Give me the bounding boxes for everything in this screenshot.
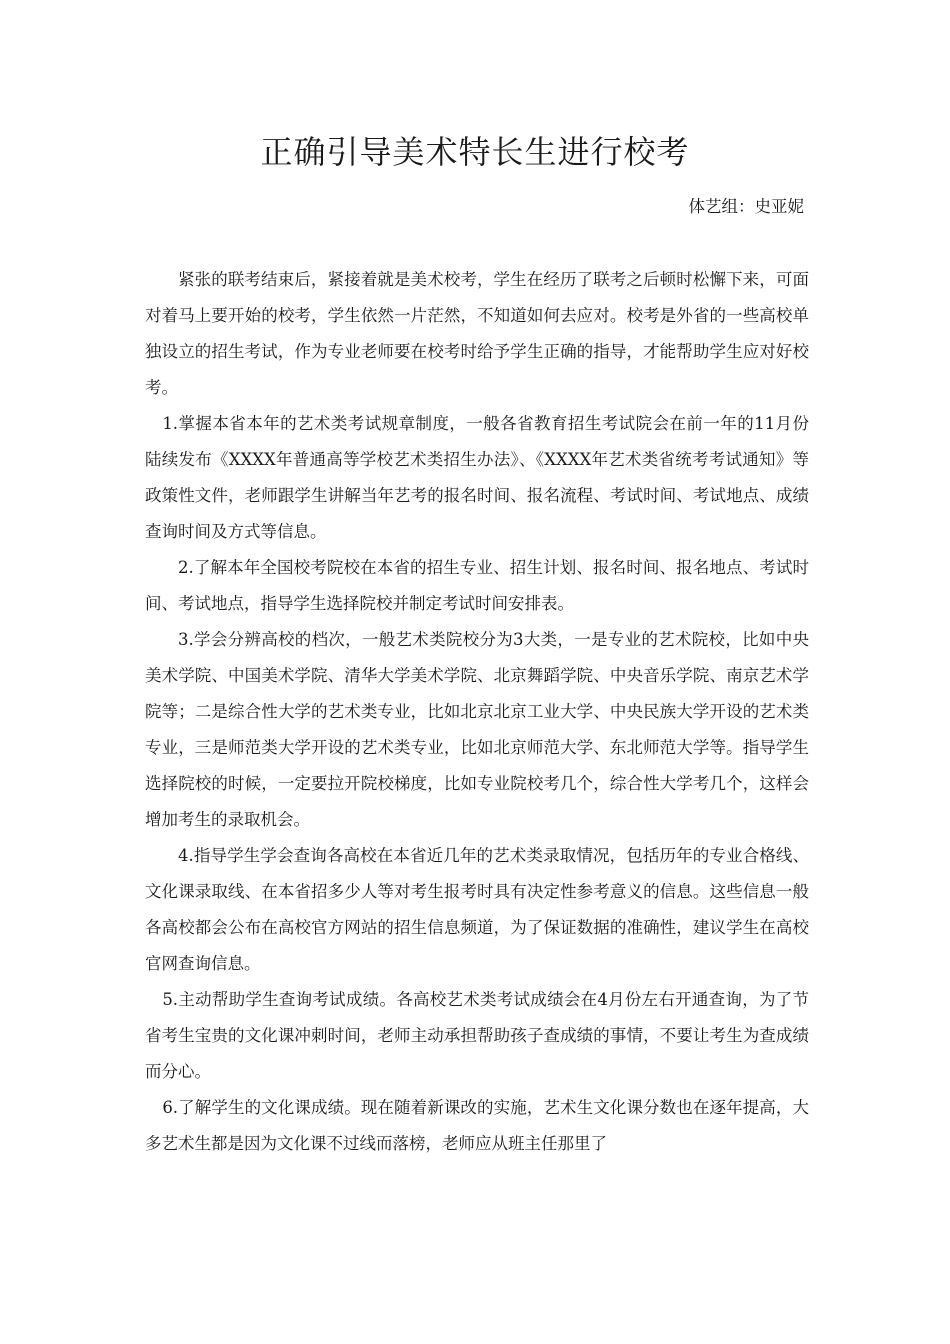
author-line: 体艺组：史亚妮 [688, 197, 804, 216]
paragraph-item-2: 2.了解本年全国校考院校在本省的招生专业、招生计划、报名时间、报名地点、考试时间、考试地点，指导学生选择院校并制定考试时间安排表。 [145, 558, 809, 613]
paragraph-item-3: 3.学会分辨高校的档次，一般艺术类院校分为3大类，一是专业的艺术院校，比如中央美术学院、中国美术学院、清华大学美术学院、北京舞蹈学院、中央音乐学院、南京艺术学院等；二是综合性大学的艺术类专业，比如北京北京工业大学、中央民族大学开设的艺术类专业，三是师范类大学开设的艺术类专业，比如北京师范大学、东北师范大学等。指导学生选择院校的时候，一定要拉开院校梯度，比如专业院校考几个，综合性大学考几个，这样会增加考生的录取机会。 [145, 630, 809, 829]
paragraph-item-1: 1.掌握本省本年的艺术类考试规章制度，一般各省教育招生考试院会在前一年的11月份陆续发布《XXXX年普通高等学校艺术类招生办法》、《XXXX年艺术类省统考考试通知》等政策性文件，老师跟学生讲解当年艺考的报名时间、报名流程、考试时间、考试地点、成绩查询时间及方式等信息。 [145, 414, 809, 541]
intro-paragraph: 紧张的联考结束后，紧接着就是美术校考，学生在经历了联考之后顿时松懈下来，可面对着马上要开始的校考，学生依然一片茫然，不知道如何去应对。校考是外省的一些高校单独设立的招生考试，作为专业老师要在校考时给予学生正确的指导，才能帮助学生应对好校考。 [145, 270, 809, 397]
document-body [145, 262, 809, 1162]
paragraph-item-4: 4.指导学生学会查询各高校在本省近几年的艺术类录取情况，包括历年的专业合格线、文化课录取线、在本省招多少人等对考生报考时具有决定性参考意义的信息。这些信息一般各高校都会公布在高校官方网站的招生信息频道，为了保证数据的准确性，建议学生在高校官网查询信息。 [145, 846, 809, 973]
paragraph-item-6: 6.了解学生的文化课成绩。现在随着新课改的实施，艺术生文化课分数也在逐年提高，大多艺术生都是因为文化课不过线而落榜，老师应从班主任那里了 [145, 1098, 809, 1153]
document-title: 正确引导美术特长生进行校考 [260, 133, 690, 171]
paragraph-item-5: 5.主动帮助学生查询考试成绩。各高校艺术类考试成绩会在4月份左右开通查询，为了节省考生宝贵的文化课冲刺时间，老师主动承担帮助孩子查成绩的事情，不要让考生为查成绩而分心。 [145, 990, 809, 1081]
